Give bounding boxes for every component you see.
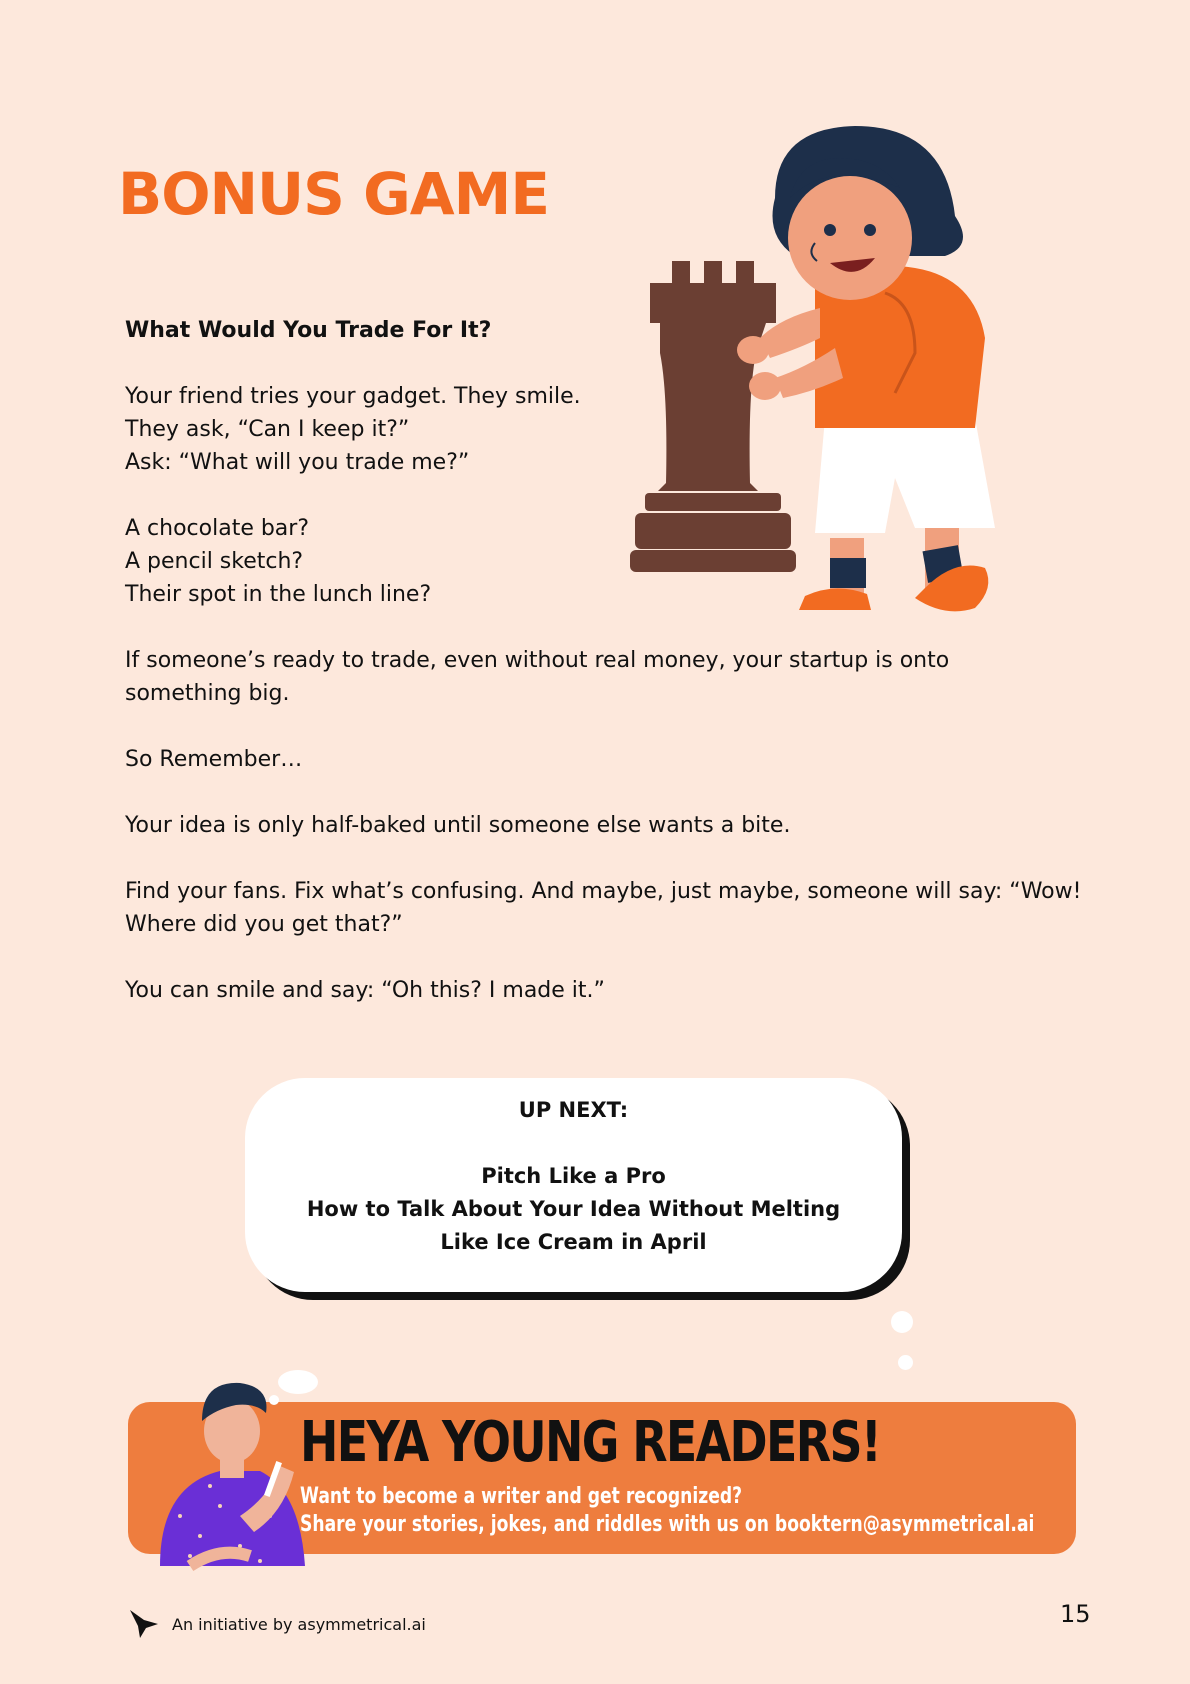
up-next-label: UP NEXT: <box>518 1098 629 1122</box>
paragraph-line: A chocolate bar? <box>125 516 310 541</box>
paragraph-line: A pencil sketch? <box>125 549 304 574</box>
paragraph: Find your fans. Fix what’s confusing. And maybe, just maybe, someone will say: “Wow! Where did you get that?” <box>125 879 1082 937</box>
bird-logo-icon <box>128 1606 160 1640</box>
paragraph: If someone’s ready to trade, even without real money, your startup is onto something big. <box>125 648 950 706</box>
page-number: 15 <box>1060 1600 1091 1628</box>
up-next-subtitle-line: Like Ice Cream in April <box>440 1230 707 1254</box>
banner-heading: HEYA YOUNG READERS! <box>300 1410 881 1475</box>
paragraph: So Remember… <box>125 747 303 772</box>
thought-dot <box>898 1355 913 1370</box>
footer-credit: An initiative by asymmetrical.ai <box>172 1615 426 1634</box>
thought-cloud-icon <box>262 1366 322 1406</box>
up-next-subtitle-line: How to Talk About Your Idea Without Melting <box>306 1197 841 1221</box>
up-next-title: Pitch Like a Pro <box>481 1164 666 1188</box>
subheading: What Would You Trade For It? <box>125 318 492 343</box>
paragraph: Your idea is only half-baked until someone else wants a bite. <box>125 813 791 838</box>
paragraph-line: They ask, “Can I keep it?” <box>125 417 410 442</box>
up-next-bubble <box>245 1078 902 1292</box>
banner-line: Want to become a writer and get recognized? <box>300 1484 743 1509</box>
paragraph-line: Their spot in the lunch line? <box>125 582 432 607</box>
banner-line: Share your stories, jokes, and riddles with us on booktern@asymmetrical.ai <box>300 1512 1035 1537</box>
paragraph: You can smile and say: “Oh this? I made it.” <box>125 978 605 1003</box>
article-body <box>125 314 1085 1007</box>
paragraph-line: Ask: “What will you trade me?” <box>125 450 470 475</box>
thought-dot <box>891 1311 913 1333</box>
page-title: BONUS GAME <box>118 160 549 228</box>
paragraph-line: Your friend tries your gadget. They smile. <box>125 384 581 409</box>
banner-text <box>300 1483 1034 1539</box>
